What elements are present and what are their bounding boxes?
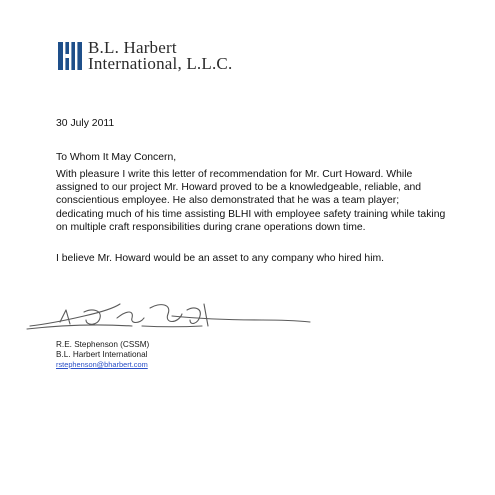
salutation: To Whom It May Concern, [56, 152, 177, 163]
handwritten-signature [22, 296, 312, 336]
body-paragraph-2: I believe Mr. Howard would be an asset to any company who hired him. [56, 253, 385, 264]
body-paragraph-1: With pleasure I write this letter of recommendation for Mr. Curt Howard. While assigned to our project Mr. Howard proved to be a knowledgeable, reliable, and conscientious employee. He also demonstrated that he was a team player; dedicating much of his time assisting BLHI with employee safety training while taking on multiple craft responsibilities during crane operations down time. [56, 169, 446, 233]
letter-date: 30 July 2011 [56, 118, 115, 129]
company-name-line1: B.L. Harbert [88, 38, 177, 57]
letterhead [58, 38, 298, 74]
signer-name: R.E. Stephenson (CSSM) [56, 340, 150, 349]
signer-email-link[interactable]: rstephenson@bharbert.com [56, 360, 148, 369]
company-logo-icon [58, 42, 82, 70]
signer-company: B.L. Harbert International [56, 350, 148, 359]
company-name-line2: International, L.L.C. [88, 54, 233, 73]
